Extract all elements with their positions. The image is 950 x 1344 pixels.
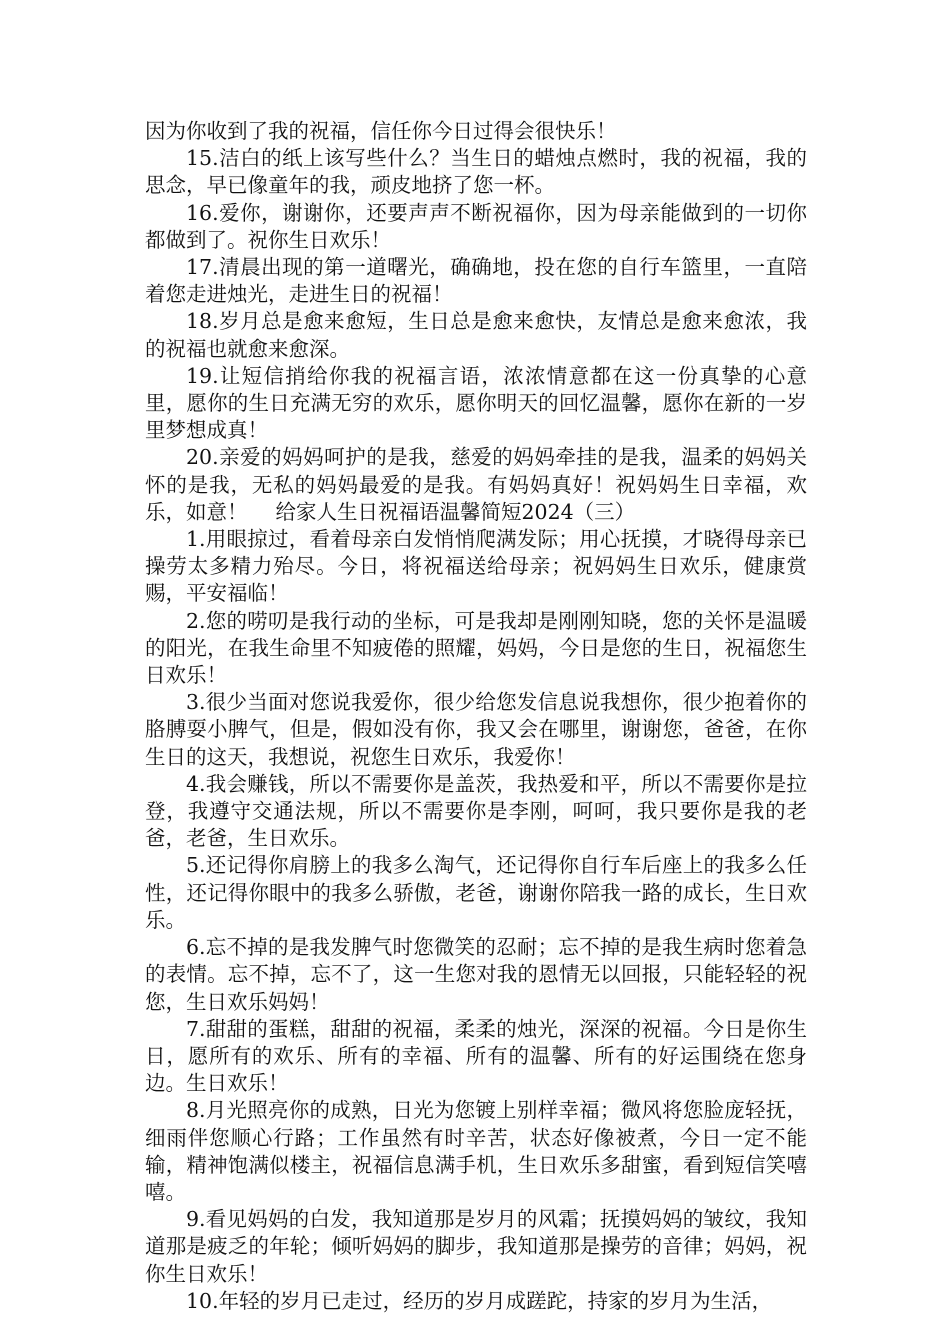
paragraph-4: 4.我会赚钱，所以不需要你是盖茨，我热爱和平，所以不需要你是拉登，我遵守交通法规，所以不需要你是李刚，呵呵，我只要你是我的老爸，老爸，生日欢乐。: [145, 771, 807, 851]
paragraph-6: 6.忘不掉的是我发脾气时您微笑的忍耐；忘不掉的是我生病时您着急的表情。忘不掉，忘不了，这一生您对我的恩情无以回报，只能轻轻的祝您，生日欢乐妈妈！: [145, 935, 807, 1014]
paragraph-8: 8.月光照亮你的成熟，日光为您镀上别样幸福；微风将您脸庞轻抚，细雨伴您顺心行路；工作虽然有时辛苦，状态好像被煮，今日一定不能输，精神饱满似楼主，祝福信息满手机，生日欢乐多甜蜜，看到短信笑嘻嘻。: [145, 1098, 807, 1204]
paragraph-20: [145, 444, 807, 526]
paragraph-19: 19.让短信捎给你我的祝福言语，浓浓情意都在这一份真挚的心意里，愿你的生日充满无穷的欢乐，愿你明天的回忆温馨，愿你在新的一岁里梦想成真！: [145, 363, 807, 443]
paragraph-20-text: 20.亲爱的妈妈呵护的是我，慈爱的妈妈牵挂的是我，温柔的妈妈关怀的是我，无私的妈妈最爱的是我。有妈妈真好！祝妈妈生日幸福，欢乐，如意！: [145, 445, 807, 524]
paragraph-5: 5.还记得你肩膀上的我多么淘气，还记得你自行车后座上的我多么任性，还记得你眼中的我多么骄傲，老爸，谢谢你陪我一路的成长，生日欢乐。: [145, 853, 807, 932]
paragraph-7: 7.甜甜的蛋糕，甜甜的祝福，柔柔的烛光，深深的祝福。今日是你生日，愿所有的欢乐、所有的幸福、所有的温馨、所有的好运围绕在您身边。生日欢乐！: [145, 1016, 807, 1096]
paragraph-2: 2.您的唠叨是我行动的坐标，可是我却是刚刚知晓，您的关怀是温暖的阳光，在我生命里不知疲倦的照耀，妈妈，今日是您的生日，祝福您生日欢乐！: [145, 608, 807, 688]
paragraph-15: 15.洁白的纸上该写些什么？当生日的蜡烛点燃时，我的祝福，我的思念，早已像童年的我，顽皮地挤了您一杯。: [145, 146, 807, 198]
document-page: [145, 118, 807, 1315]
paragraph-9: 9.看见妈妈的白发，我知道那是岁月的风霜；抚摸妈妈的皱纹，我知道那是疲乏的年轮；倾听妈妈的脚步，我知道那是操劳的音律；妈妈，祝你生日欢乐！: [145, 1207, 807, 1286]
paragraph-10: 10.年轻的岁月已走过，经历的岁月成蹉跎，持家的岁月为生活，: [186, 1288, 773, 1313]
section-title: 给家人生日祝福语温馨简短2024（三）: [275, 499, 636, 524]
paragraph-18: 18.岁月总是愈来愈短，生日总是愈来愈快，友情总是愈来愈浓，我的祝福也就愈来愈深。: [145, 309, 807, 361]
paragraph-16: 16.爱你，谢谢你，还要声声不断祝福你，因为母亲能做到的一切你都做到了。祝你生日欢乐！: [145, 200, 807, 252]
paragraph-continuation: 因为你收到了我的祝福，信任你今日过得会很快乐！: [145, 119, 617, 143]
paragraph-1: 1.用眼掠过，看着母亲白发悄悄爬满发际；用心抚摸，才晓得母亲已操劳太多精力殆尽。今日，将祝福送给母亲；祝妈妈生日欢乐，健康赏赐，平安福临！: [145, 527, 807, 606]
paragraph-3: 3.很少当面对您说我爱你，很少给您发信息说我想你，很少抱着你的胳膊耍小脾气，但是，假如没有你，我又会在哪里，谢谢您，爸爸，在你生日的这天，我想说，祝您生日欢乐，我爱你！: [145, 690, 807, 769]
paragraph-17: 17.清晨出现的第一道曙光，确确地，投在您的自行车篮里，一直陪着您走进烛光，走进生日的祝福！: [145, 255, 807, 307]
